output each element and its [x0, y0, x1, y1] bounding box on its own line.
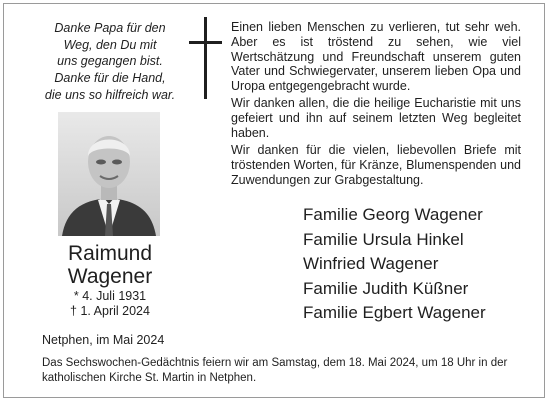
- thanks-paragraph: Wir danken allen, die die heilige Eucharistie mit uns gefeiert und ihn auf seinem letzten Weg begleitet haben.: [231, 96, 521, 140]
- cross-horizontal: [189, 41, 222, 44]
- quote-line: Danke Papa für den: [54, 21, 166, 35]
- death-date: † 1. April 2024: [70, 304, 150, 318]
- deceased-first-name: Raimund: [67, 242, 153, 265]
- thanks-paragraph: Einen lieben Menschen zu verlieren, tut sehr weh. Aber es ist tröstend zu sehen, wie viel Wertschätzung und Freundschaft unserem guten Vater und Schwiegervater, unserem lieben Opa und Uropa entgegengebracht wurde.: [231, 20, 521, 94]
- signer-item: Familie Ursula Hinkel: [303, 229, 464, 249]
- quote-line: Weg, den Du mit: [63, 37, 157, 52]
- signer-item: Familie Judith Küßner: [303, 278, 469, 298]
- quote-second: [30, 70, 190, 103]
- signer-item: Winfried Wagener: [303, 254, 439, 273]
- place-date: Netphen, im Mai 2024: [42, 333, 165, 347]
- quote-line: uns gegangen bist.: [57, 54, 163, 68]
- deceased-last-name: Wagener: [67, 265, 153, 288]
- memorial-notice: Das Sechswochen-Gedächtnis feiern wir am Samstag, dem 18. Mai 2024, um 18 Uhr in der katholischen Kirche St. Martin in Netphen.: [42, 357, 508, 384]
- birth-date: * 4. Juli 1931: [73, 289, 147, 303]
- signer-item: Familie Georg Wagener: [303, 205, 483, 224]
- quote-first: [30, 20, 190, 70]
- thanks-paragraph: Wir danken für die vielen, liebevollen Briefe mit tröstenden Worten, für Kränze, Blumenspenden und Zuwendungen zur Grabgestaltung.: [231, 143, 521, 187]
- quote-line: Danke für die Hand,: [54, 71, 166, 85]
- signer-item: Familie Egbert Wagener: [303, 303, 486, 322]
- portrait-photo: [58, 112, 160, 236]
- signers-list: [303, 203, 533, 326]
- portrait-image: [58, 112, 160, 236]
- cross-vertical: [204, 17, 207, 99]
- quote-line: die uns so hilfreich war.: [44, 87, 176, 102]
